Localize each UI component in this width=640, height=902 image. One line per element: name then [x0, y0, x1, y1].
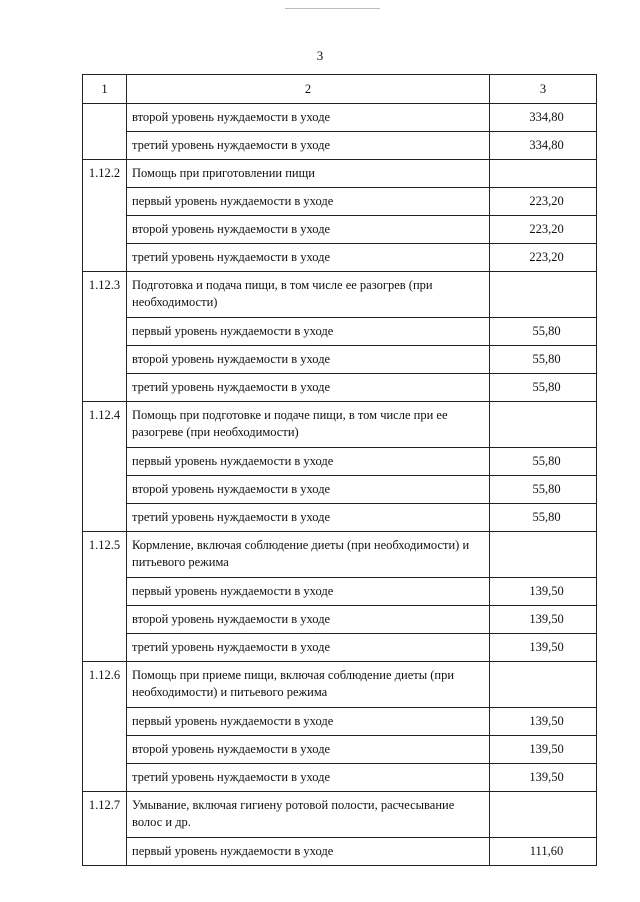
price-value: 139,50	[490, 736, 597, 764]
table-row	[83, 764, 597, 792]
price-value: 139,50	[490, 708, 597, 736]
level-label: третий уровень нуждаемости в уходе	[127, 374, 490, 402]
level-label: третий уровень нуждаемости в уходе	[127, 132, 490, 160]
level-label: второй уровень нуждаемости в уходе	[127, 476, 490, 504]
price-value: 55,80	[490, 476, 597, 504]
price-value: 223,20	[490, 188, 597, 216]
table-row	[83, 318, 597, 346]
section-value-empty	[490, 662, 597, 708]
scan-artifact-line	[285, 8, 380, 9]
table-row	[83, 606, 597, 634]
section-title: Кормление, включая соблюдение диеты (при необходимости) и питьевого режима	[127, 532, 490, 578]
section-code: 1.12.3	[83, 272, 127, 402]
header-col-1: 1	[83, 75, 127, 104]
level-label: второй уровень нуждаемости в уходе	[127, 606, 490, 634]
section-row	[83, 792, 597, 838]
section-title: Помощь при подготовке и подаче пищи, в том числе при ее разогреве (при необходимости)	[127, 402, 490, 448]
section-row	[83, 532, 597, 578]
section-row	[83, 662, 597, 708]
table-row	[83, 374, 597, 402]
section-code: 1.12.4	[83, 402, 127, 532]
level-label: первый уровень нуждаемости в уходе	[127, 838, 490, 866]
section-title: Помощь при приготовлении пищи	[127, 160, 490, 188]
table-row	[83, 504, 597, 532]
section-row	[83, 160, 597, 188]
price-value: 55,80	[490, 374, 597, 402]
level-label: второй уровень нуждаемости в уходе	[127, 346, 490, 374]
code-cell-empty	[83, 104, 127, 160]
section-row	[83, 272, 597, 318]
level-label: второй уровень нуждаемости в уходе	[127, 104, 490, 132]
section-value-empty	[490, 532, 597, 578]
section-code: 1.12.7	[83, 792, 127, 866]
section-title: Подготовка и подача пищи, в том числе ее разогрев (при необходимости)	[127, 272, 490, 318]
table-row	[83, 132, 597, 160]
table-row	[83, 188, 597, 216]
price-value: 223,20	[490, 216, 597, 244]
table-header-row	[83, 75, 597, 104]
table-row	[83, 634, 597, 662]
section-title: Помощь при приеме пищи, включая соблюдение диеты (при необходимости) и питьевого режима	[127, 662, 490, 708]
section-value-empty	[490, 160, 597, 188]
table-row	[83, 448, 597, 476]
level-label: первый уровень нуждаемости в уходе	[127, 578, 490, 606]
header-col-2: 2	[127, 75, 490, 104]
table-row	[83, 346, 597, 374]
price-value: 55,80	[490, 448, 597, 476]
level-label: первый уровень нуждаемости в уходе	[127, 188, 490, 216]
section-value-empty	[490, 402, 597, 448]
section-row	[83, 402, 597, 448]
section-value-empty	[490, 272, 597, 318]
tariff-table	[82, 74, 597, 866]
price-value: 334,80	[490, 132, 597, 160]
table-row	[83, 578, 597, 606]
level-label: первый уровень нуждаемости в уходе	[127, 318, 490, 346]
price-value: 55,80	[490, 318, 597, 346]
section-value-empty	[490, 792, 597, 838]
table-row	[83, 476, 597, 504]
price-value: 139,50	[490, 634, 597, 662]
table-row	[83, 104, 597, 132]
level-label: второй уровень нуждаемости в уходе	[127, 216, 490, 244]
level-label: третий уровень нуждаемости в уходе	[127, 634, 490, 662]
level-label: второй уровень нуждаемости в уходе	[127, 736, 490, 764]
level-label: первый уровень нуждаемости в уходе	[127, 708, 490, 736]
price-value: 111,60	[490, 838, 597, 866]
price-value: 139,50	[490, 606, 597, 634]
price-value: 139,50	[490, 578, 597, 606]
level-label: третий уровень нуждаемости в уходе	[127, 504, 490, 532]
section-code: 1.12.5	[83, 532, 127, 662]
section-code: 1.12.2	[83, 160, 127, 272]
section-code: 1.12.6	[83, 662, 127, 792]
price-value: 334,80	[490, 104, 597, 132]
level-label: третий уровень нуждаемости в уходе	[127, 244, 490, 272]
table-row	[83, 708, 597, 736]
price-value: 55,80	[490, 346, 597, 374]
level-label: первый уровень нуждаемости в уходе	[127, 448, 490, 476]
level-label: третий уровень нуждаемости в уходе	[127, 764, 490, 792]
header-col-3: 3	[490, 75, 597, 104]
table-row	[83, 244, 597, 272]
table-row	[83, 736, 597, 764]
table-row	[83, 216, 597, 244]
price-value: 139,50	[490, 764, 597, 792]
table-row	[83, 838, 597, 866]
page-number: 3	[316, 48, 324, 63]
price-value: 55,80	[490, 504, 597, 532]
section-title: Умывание, включая гигиену ротовой полости, расчесывание волос и др.	[127, 792, 490, 838]
price-value: 223,20	[490, 244, 597, 272]
